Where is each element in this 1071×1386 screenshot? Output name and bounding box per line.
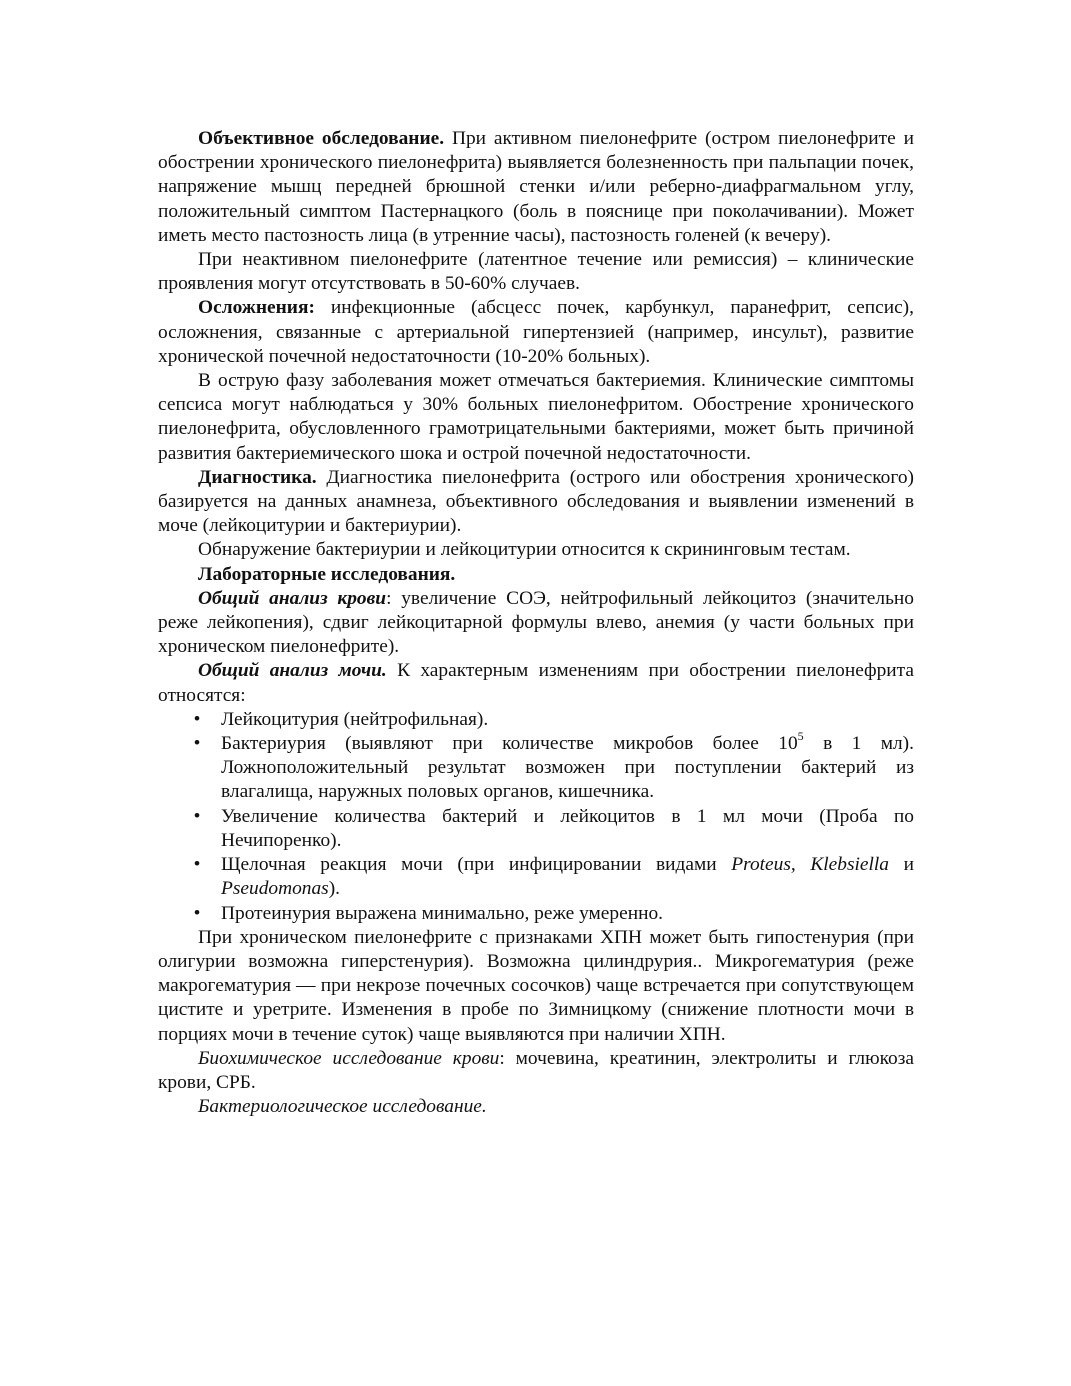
list-item xyxy=(158,853,914,901)
bullet-icon: • xyxy=(193,708,201,730)
paragraph-acute-phase: В острую фазу заболевания может отмечаться бактериемия. Клинические симптомы сепсиса могут наблюдаться у 30% больных пиелонефритом. Обострение хронического пиелонефрита, обусловленного грамотрицательными бактериями, может быть причиной развития бактериемического шока и острой почечной недостаточности. xyxy=(158,370,914,464)
list-item-text: Щелочная реакция мочи (при инфицировании видами xyxy=(221,854,732,876)
document-page xyxy=(158,127,914,1119)
list-item-text: в 1 мл). Ложноположительный результат возможен при поступлении бактерий из влагалища, наружных половых органов, кишечника. xyxy=(221,733,914,803)
text-blood-test: : увеличение СОЭ, нейтрофильный лейкоцитоз (значительно реже лейкопения), сдвиг лейкоцитарной формулы влево, анемия (у части больных при хроническом пиелонефрите). xyxy=(158,587,914,658)
bullet-icon: • xyxy=(193,733,201,755)
text-urine-test: К характерным изменениям при обострении пиелонефрита относятся: xyxy=(158,660,914,706)
paragraph-blood-test xyxy=(158,587,914,660)
paragraph-lab-heading xyxy=(158,563,914,587)
heading-bacterio: Бактериологическое исследование. xyxy=(198,1096,487,1118)
paragraph-urine-test xyxy=(158,659,914,707)
heading-objective-exam: Объективное обследование. xyxy=(198,128,445,149)
list-item-text: и xyxy=(888,854,914,876)
paragraph-objective-exam xyxy=(158,127,914,248)
text-objective-exam: При активном пиелонефрите (остром пиелонефрите и обострении хронического пиелонефрита) выявляется болезненность при пальпации почек, напряжение мышц передней брюшной стенки и/или реберно-диафрагмальном углу, положительный симптом Пастернацкого (боль в пояснице при поколачивании). Может иметь место пастозность лица (в утренние часы), пастозность голеней (к вечеру). xyxy=(158,128,914,246)
paragraph-inactive: При неактивном пиелонефрите (латентное течение или ремиссия) – клинические проявления могут отсутствовать в 50-60% случаев. xyxy=(158,249,914,295)
heading-lab-tests: Лабораторные исследования. xyxy=(198,563,456,585)
heading-urine-test: Общий анализ мочи. xyxy=(198,660,387,682)
list-item-text: Увеличение количества бактерий и лейкоцитов в 1 мл мочи (Проба по Нечипоренко). xyxy=(221,805,914,851)
paragraph-screening: Обнаружение бактериурии и лейкоцитурии относится к скрининговым тестам. xyxy=(198,539,851,561)
urine-findings-list xyxy=(158,708,914,926)
paragraph-chronic: При хроническом пиелонефрите с признаками ХПН может быть гипостенурия (при олигурии возможна гиперстенурия). Возможна цилиндрурия.. Микрогематурия (реже макрогематурия — при некрозе почечных сосочков) чаще встречается при сопутствующем цистите и уретрите. Изменения в пробе по Зимницкому (снижение плотности мочи в порциях мочи в течение суток) чаще выявляются при наличии ХПН. xyxy=(158,926,914,1045)
paragraph-diagnostics xyxy=(158,466,914,539)
species-name: Pseudomonas xyxy=(221,878,329,900)
list-item-text: Протеинурия выражена минимально, реже умеренно. xyxy=(221,902,663,924)
list-item-text: Бактериурия (выявляют при количестве микробов более 10 xyxy=(221,733,798,755)
bullet-icon: • xyxy=(193,854,201,876)
text-diagnostics: Диагностика пиелонефрита (острого или обострения хронического) базируется на данных анамнеза, объективного обследования и выявлении изменений в моче (лейкоцитурии и бактериурии). xyxy=(158,466,914,537)
list-item-text: Лейкоцитурия (нейтрофильная). xyxy=(221,708,489,730)
bullet-icon: • xyxy=(193,805,201,827)
paragraph-complications xyxy=(158,296,914,369)
heading-complications: Осложнения: xyxy=(198,297,315,319)
exponent: 5 xyxy=(797,728,804,743)
heading-blood-test: Общий анализ крови xyxy=(198,587,387,609)
species-names: Proteus, Klebsiella xyxy=(731,854,889,876)
paragraph-biochem xyxy=(158,1047,914,1095)
list-item xyxy=(158,728,914,805)
list-item xyxy=(158,805,914,853)
list-item xyxy=(158,902,914,926)
list-item-text: ). xyxy=(328,878,341,900)
heading-biochem: Биохимическое исследование крови xyxy=(198,1047,500,1069)
heading-diagnostics: Диагностика. xyxy=(198,466,317,488)
text-complications: инфекционные (абсцесс почек, карбункул, паранефрит, сепсис), осложнения, связанные с артериальной гипертензией (например, инсульт), развитие хронической почечной недостаточности (10-20% больных). xyxy=(158,297,914,367)
text-biochem: : мочевина, креатинин, электролиты и глюкоза крови, СРБ. xyxy=(158,1047,914,1093)
bullet-icon: • xyxy=(193,902,201,924)
paragraph-bacterio xyxy=(158,1095,914,1119)
